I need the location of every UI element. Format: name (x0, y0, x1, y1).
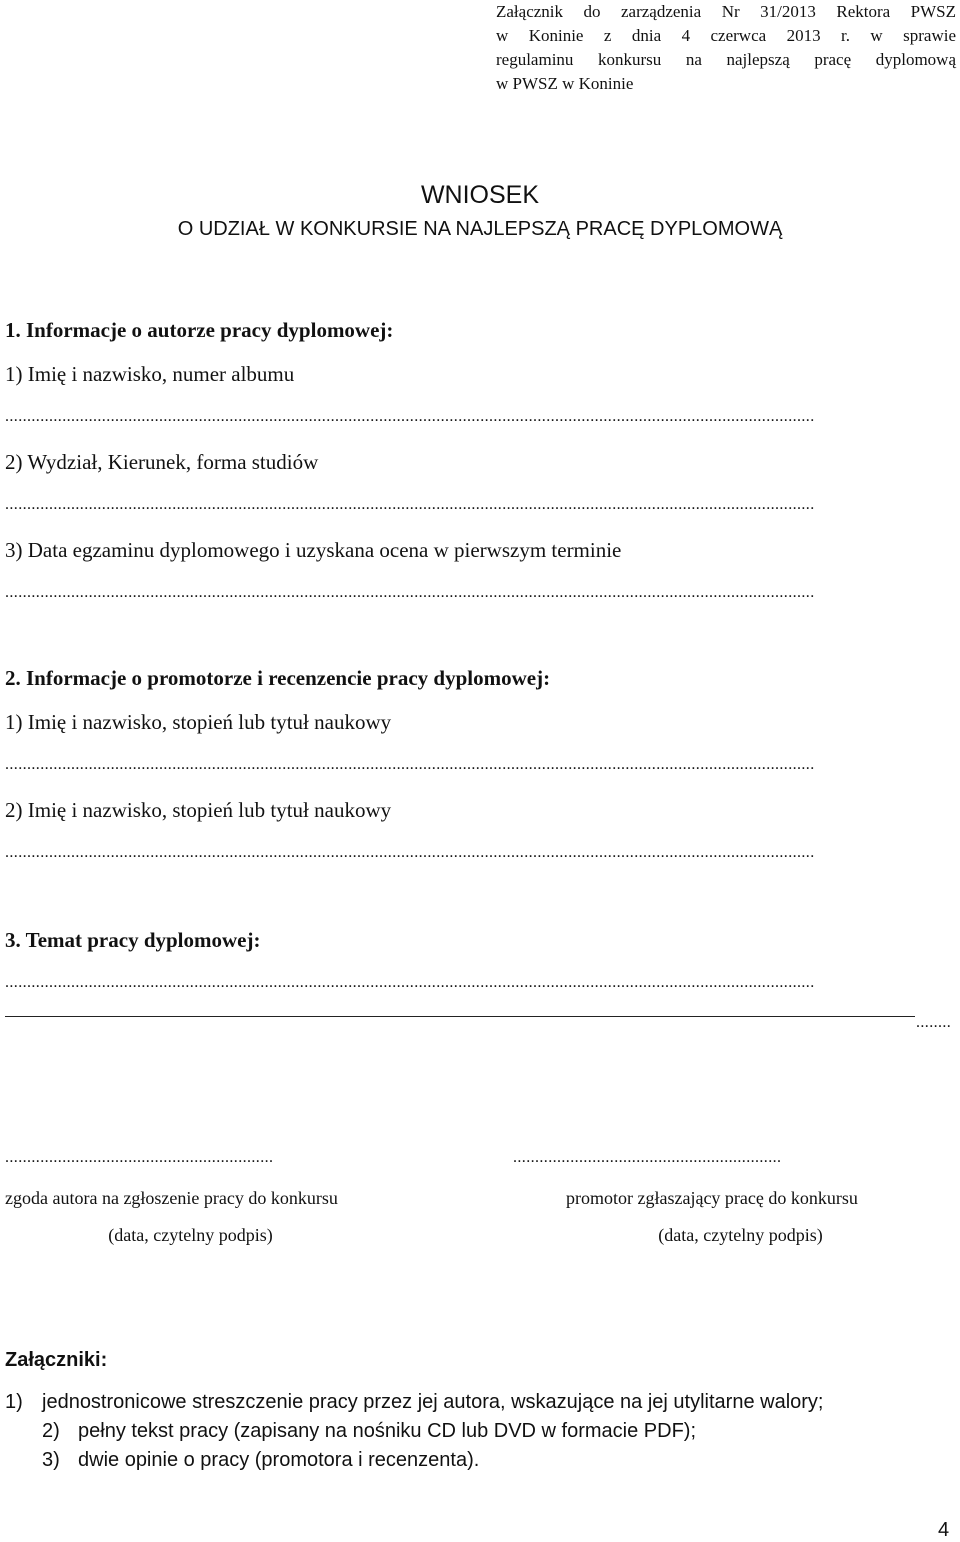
header-note-line: regulaminu konkursu na najlepszą pracę dyplomową (496, 50, 956, 69)
header-note-line: w PWSZ w Koninie (496, 74, 634, 93)
attachment-item-text: dwie opinie o pracy (promotora i recenzenta). (78, 1449, 480, 1471)
header-note (496, 0, 956, 96)
document-title: WNIOSEK (420, 181, 540, 209)
section-3-heading: 3. Temat pracy dyplomowej: (5, 928, 261, 952)
document-subtitle: O UDZIAŁ W KONKURSIE NA NAJLEPSZĄ PRACĘ DYPLOMOWĄ (177, 218, 783, 240)
signature-left-label: zgoda autora na zgłoszenie pracy do konkursu (5, 1188, 338, 1208)
fill-line: ........................................................................................................................................................................................ (5, 496, 815, 513)
attachment-item-number: 2) (42, 1420, 60, 1442)
attachments-heading: Załączniki: (5, 1349, 108, 1371)
signature-left-note: (data, czytelny podpis) (108, 1225, 273, 1245)
signature-right-note: (data, czytelny podpis) (658, 1225, 823, 1245)
attachment-item-text: jednostronicowe streszczenie pracy przez jej autora, wskazujące na jej utylitarne walory; (42, 1391, 824, 1413)
section-2-item-1: 1) Imię i nazwisko, stopień lub tytuł naukowy (5, 710, 392, 734)
fill-line-end: ........ (916, 1014, 952, 1031)
section-2-heading: 2. Informacje o promotorze i recenzencie pracy dyplomowej: (5, 666, 551, 690)
signature-line-left: ............................................................. (5, 1149, 274, 1166)
signature-right-label: promotor zgłaszający pracę do konkursu (566, 1188, 858, 1208)
fill-line: ........................................................................................................................................................................................ (5, 584, 815, 601)
attachment-item-number: 1) (5, 1391, 23, 1413)
topic-underline (5, 1016, 915, 1017)
attachment-item-text: pełny tekst pracy (zapisany na nośniku CD lub DVD w formacie PDF); (78, 1420, 697, 1442)
fill-line: ........................................................................................................................................................................................ (5, 408, 815, 425)
fill-line: ........................................................................................................................................................................................ (5, 756, 815, 773)
page-number: 4 (938, 1519, 950, 1541)
signature-line-right: ............................................................. (513, 1149, 782, 1166)
section-1-item-2: 2) Wydział, Kierunek, forma studiów (5, 450, 319, 474)
fill-line: ........................................................................................................................................................................................ (5, 974, 815, 991)
header-note-line: w Koninie z dnia 4 czerwca 2013 r. w sprawie (496, 26, 956, 45)
attachment-item-number: 3) (42, 1449, 60, 1471)
header-note-line: Załącznik do zarządzenia Nr 31/2013 Rektora PWSZ (496, 2, 956, 21)
section-2-item-2: 2) Imię i nazwisko, stopień lub tytuł naukowy (5, 798, 392, 822)
section-1-item-1: 1) Imię i nazwisko, numer albumu (5, 362, 295, 386)
fill-line: ........................................................................................................................................................................................ (5, 844, 815, 861)
section-1-heading: 1. Informacje o autorze pracy dyplomowej: (5, 318, 394, 342)
section-1-item-3: 3) Data egzaminu dyplomowego i uzyskana ocena w pierwszym terminie (5, 538, 622, 562)
